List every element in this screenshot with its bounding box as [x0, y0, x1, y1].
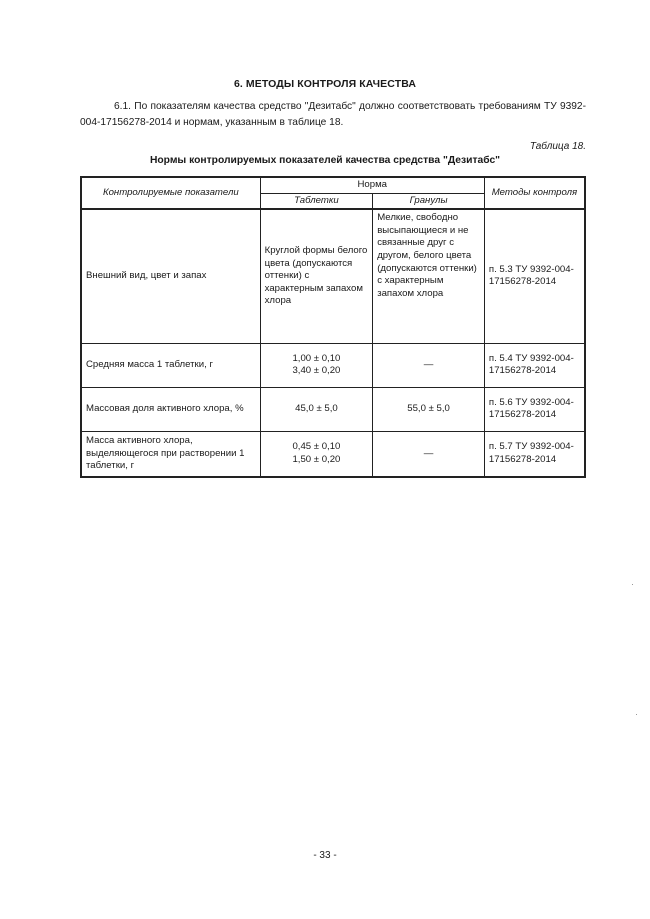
header-indicators: Контролируемые показатели [81, 177, 260, 209]
row-tablets-value [260, 343, 373, 387]
table-number: Таблица 18. [529, 141, 586, 152]
header-norm: Норма [260, 177, 484, 193]
row-granules-value: — [373, 431, 485, 477]
row-tablets-value: Круглой формы белого цвета (допускаются оттенки) с характерным запахом хлора [260, 209, 373, 343]
row-granules-value: Мелкие, свободно высыпающиеся и не связанные друг с другом, белого цвета (допускаются оттенки) с характерным запахом хлора [373, 209, 485, 343]
header-methods: Методы контроля [484, 177, 585, 209]
row-method: п. 5.4 ТУ 9392-004-17156278-2014 [484, 343, 585, 387]
row-method: п. 5.3 ТУ 9392-004-17156278-2014 [484, 209, 585, 343]
tablets-value-line: 1,50 ± 0,20 [292, 453, 341, 465]
row-tablets-value [260, 431, 373, 477]
header-tablets: Таблетки [260, 193, 373, 209]
quality-norms-table [80, 176, 586, 478]
row-indicator: Средняя масса 1 таблетки, г [81, 343, 260, 387]
row-method: п. 5.6 ТУ 9392-004-17156278-2014 [484, 387, 585, 431]
row-granules-value: — [373, 343, 485, 387]
header-granules: Гранулы [373, 193, 485, 209]
scan-speck [636, 714, 637, 715]
row-indicator: Масса активного хлора, выделяющегося при растворении 1 таблетки, г [81, 431, 260, 477]
row-granules-value: 55,0 ± 5,0 [373, 387, 485, 431]
intro-paragraph: 6.1. По показателям качества средство "Дезитабс" должно соответствовать требованиям ТУ 9392-004-17156278-2014 и нормам, указанным в таблице 18. [80, 101, 586, 128]
tablets-value-line: 0,45 ± 0,10 [292, 441, 341, 453]
row-indicator: Массовая доля активного хлора, % [81, 387, 260, 431]
table-row [81, 343, 585, 387]
row-tablets-value: 45,0 ± 5,0 [260, 387, 373, 431]
scan-speck [632, 584, 633, 585]
section-heading: 6. МЕТОДЫ КОНТРОЛЯ КАЧЕСТВА [233, 78, 417, 90]
row-method: п. 5.7 ТУ 9392-004-17156278-2014 [484, 431, 585, 477]
table-title: Нормы контролируемых показателей качества средства "Дезитабс" [149, 155, 501, 166]
tablets-value-line: 1,00 ± 0,10 [292, 352, 341, 364]
table-row [81, 387, 585, 431]
table-row [81, 431, 585, 477]
tablets-value-line: 3,40 ± 0,20 [292, 365, 341, 377]
row-indicator: Внешний вид, цвет и запах [81, 209, 260, 343]
page-number: - 33 - [313, 850, 337, 861]
table-row [81, 209, 585, 343]
